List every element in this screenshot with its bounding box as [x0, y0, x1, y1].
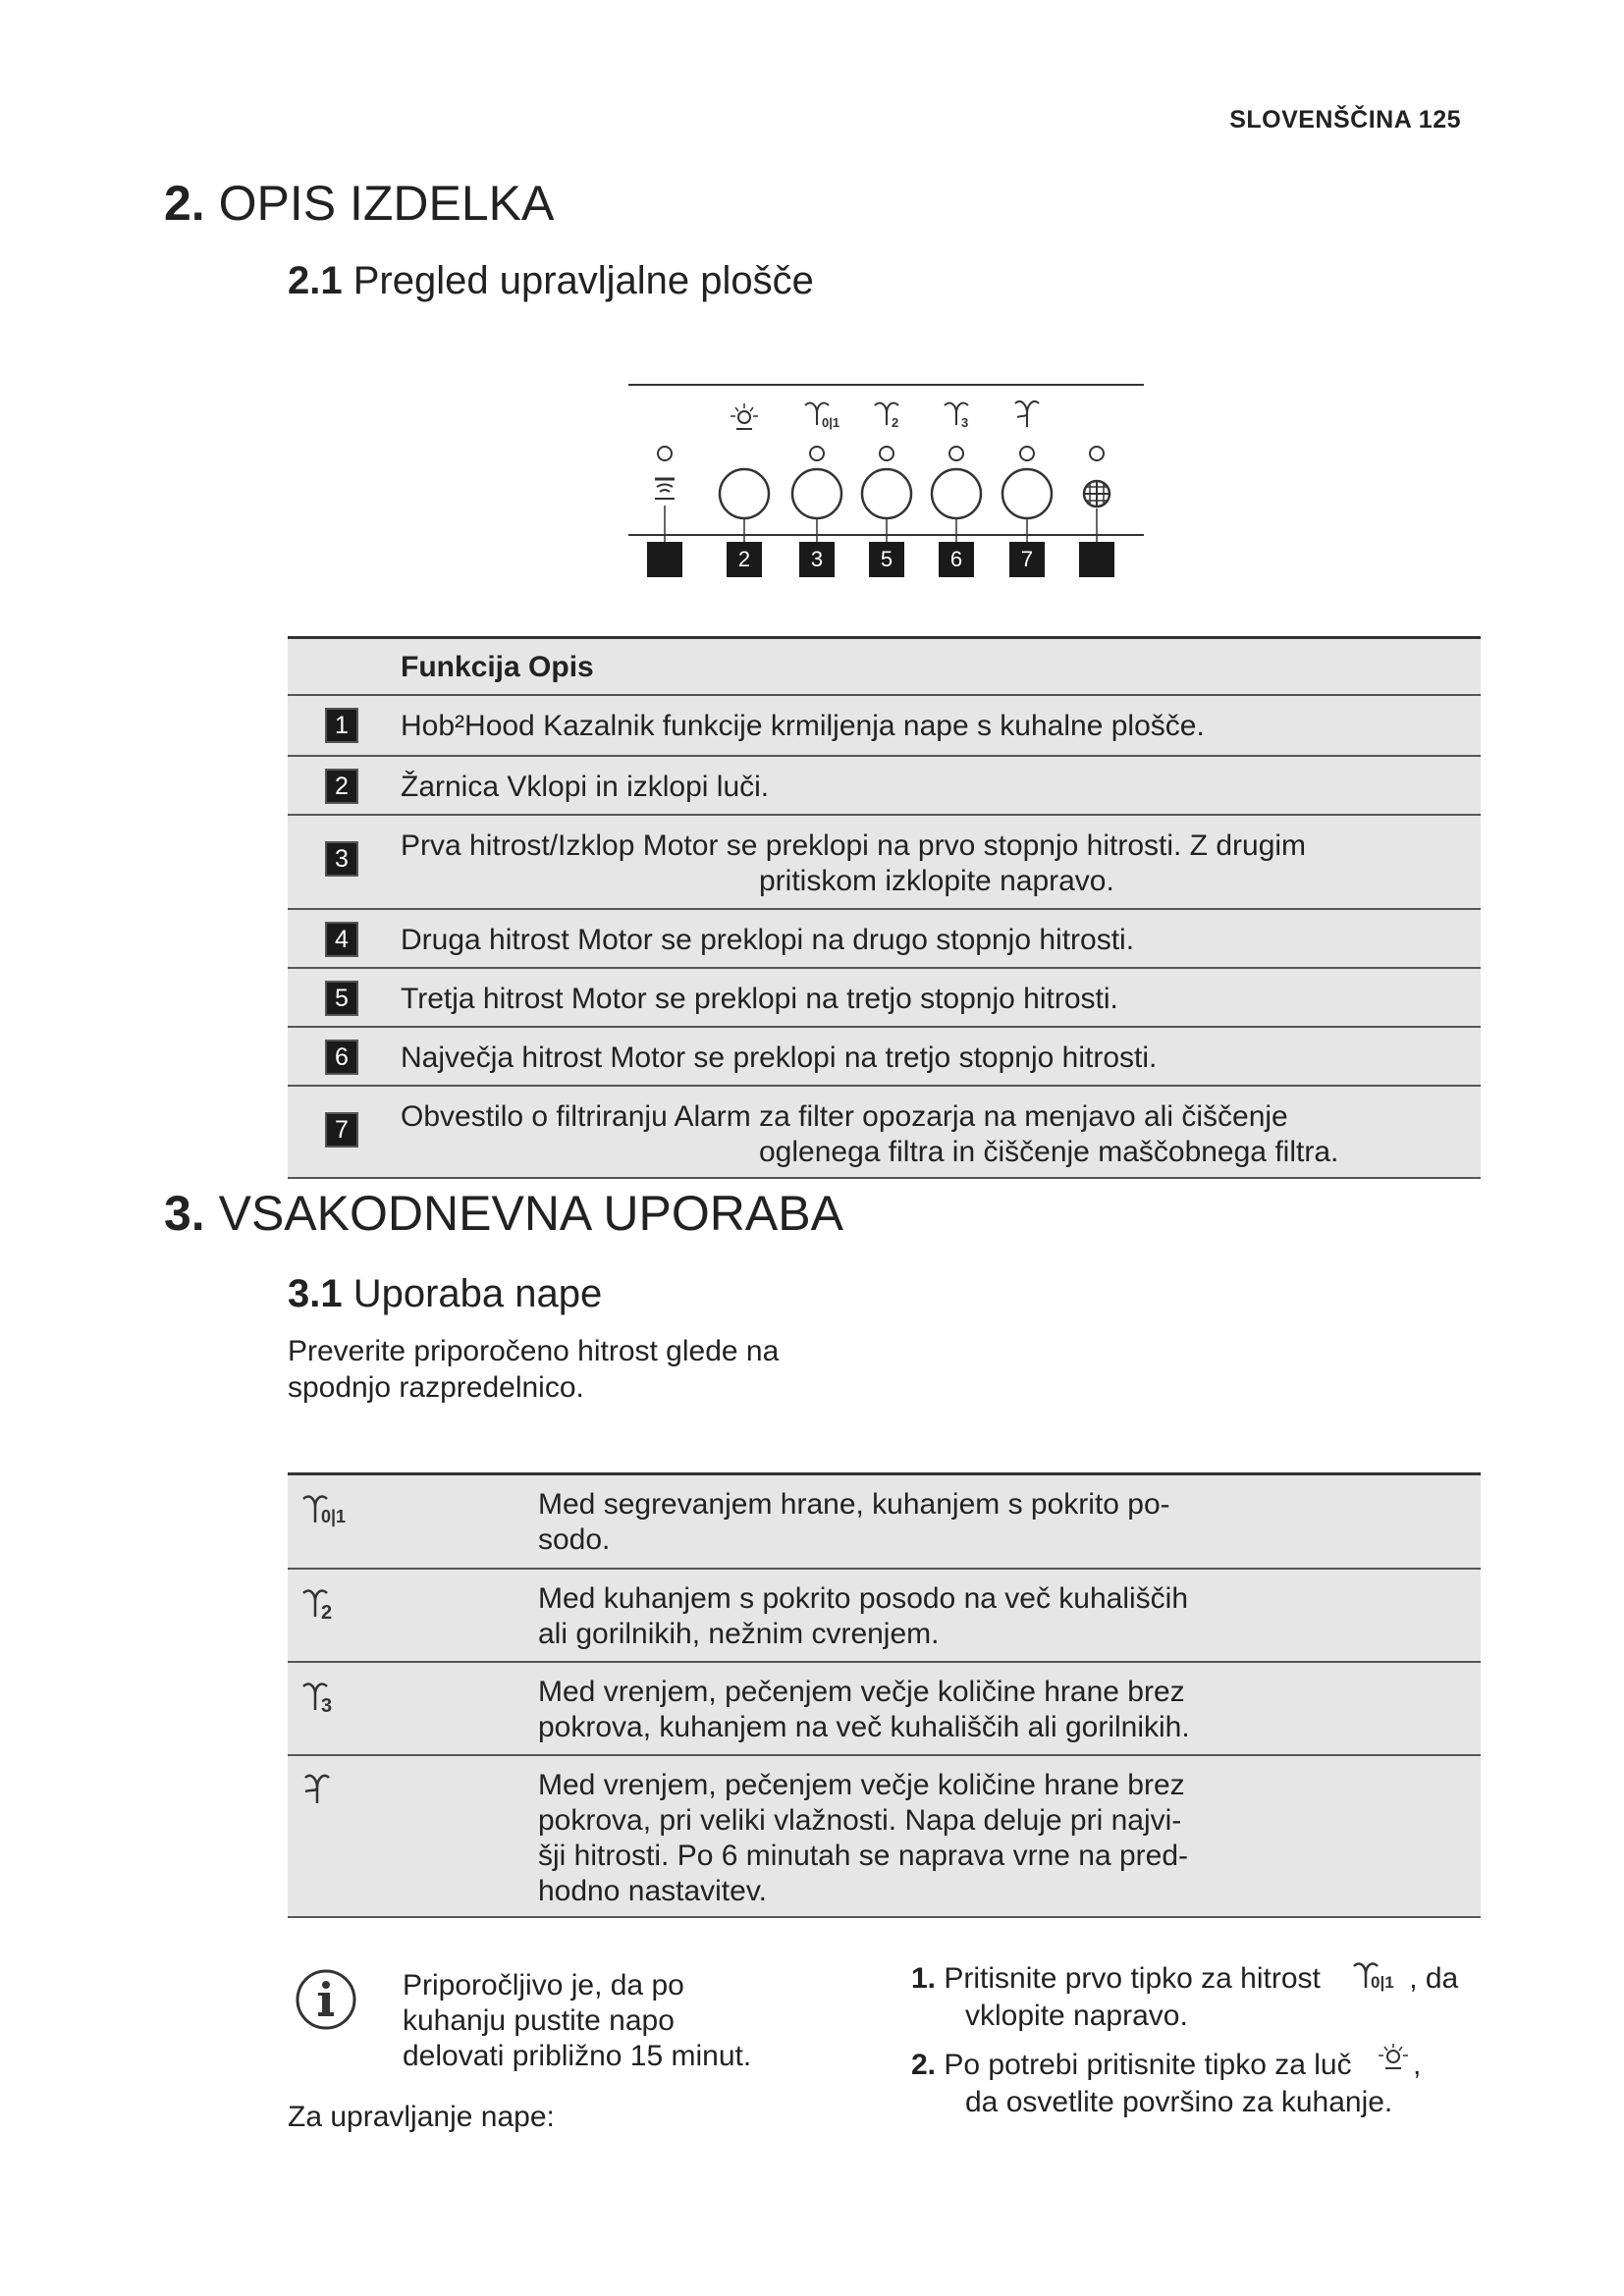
speed-description-line: Med vrenjem, pečenjem večje količine hrane brez — [538, 1769, 1185, 1801]
row-description: Hob²Hood Kazalnik funkcije krmiljenja nape s kuhalne plošče. — [401, 710, 1205, 742]
svg-text:2: 2 — [892, 415, 899, 430]
callout-number: 2 — [737, 547, 751, 571]
intro-line: Preverite priporočeno hitrost glede na — [288, 1335, 780, 1367]
control-panel-diagram — [619, 378, 1149, 584]
row-description: Prva hitrost/Izklop Motor se preklopi na prvo stopnjo hitrosti. Z drugim — [401, 829, 1307, 862]
speed-table-row — [288, 1663, 1481, 1756]
speed-description — [538, 1768, 1284, 1909]
info-note — [403, 1968, 751, 2074]
svg-text:0|1: 0|1 — [1371, 1973, 1394, 1992]
speed-description-line: hodno nastavitev. — [538, 1875, 767, 1907]
section-title: VSAKODNEVNA UPORABA — [218, 1186, 843, 1241]
fan-0-1-icon — [1350, 1958, 1409, 1992]
callout-number: 5 — [880, 547, 893, 571]
indicator-led — [1090, 447, 1104, 460]
indicator-led — [1020, 447, 1034, 460]
speed-description-line: šji hitrosti. Po 6 minutah se naprava vrne na pred- — [538, 1840, 1189, 1872]
step-1 — [911, 1958, 1458, 2035]
speed-description — [538, 1675, 1284, 1745]
speed-table-row — [288, 1756, 1481, 1918]
speed-description — [538, 1487, 1284, 1558]
note-line: delovati približno 15 minut. — [403, 2040, 752, 2072]
row-number-badge: 7 — [325, 1112, 358, 1148]
section-2-heading — [164, 175, 554, 232]
row-description: Tretja hitrost Motor se preklopi na tretjo stopnjo hitrosti. — [401, 983, 1118, 1015]
step-text-continuation: da osvetlite površino za kuhanje. — [965, 2086, 1393, 2118]
speed-table-row — [288, 1472, 1481, 1570]
speed-description-line: pokrova, pri veliki vlažnosti. Napa deluje pri najvi- — [538, 1804, 1182, 1837]
callout-number: 7 — [1020, 547, 1034, 571]
row-number-badge: 6 — [325, 1040, 358, 1075]
row-number-badge: 1 — [325, 708, 358, 743]
row-number-badge: 3 — [325, 841, 358, 877]
fan-2-icon — [875, 403, 898, 430]
fan-0-1-icon — [299, 1489, 368, 1532]
subsection-3-1-heading — [288, 1272, 602, 1316]
indicator-led — [810, 447, 824, 460]
speed-description-line: Med kuhanjem s pokrito posodo na več kuhališčih — [538, 1582, 1189, 1615]
indicator-led — [949, 447, 963, 460]
subsection-2-1-heading — [288, 259, 814, 303]
step-text-suffix: , da — [1409, 1962, 1459, 1995]
note-line: Priporočljivo je, da po — [403, 1969, 684, 2002]
indicator-led — [880, 447, 893, 460]
speed-max-button[interactable] — [1002, 469, 1052, 518]
row-number-badge: 5 — [325, 981, 358, 1016]
callout-number: 6 — [949, 547, 963, 571]
step-text-continuation: vklopite napravo. — [965, 2000, 1188, 2032]
page-header-language: SLOVENŠČINA 125 — [1229, 106, 1461, 133]
row-description: Druga hitrost Motor se preklopi na drugo stopnjo hitrosti. — [401, 924, 1135, 956]
light-icon — [1374, 2043, 1413, 2076]
speed-description-line: Med segrevanjem hrane, kuhanjem s pokrito po- — [538, 1488, 1170, 1521]
step-text-suffix: , — [1412, 2049, 1422, 2081]
callout-marker — [647, 542, 682, 577]
section-3-heading — [164, 1185, 843, 1242]
function-table-row — [288, 910, 1481, 969]
speed-2-button[interactable] — [862, 469, 911, 518]
function-table-row — [288, 757, 1481, 816]
speed-1-off-button[interactable] — [792, 469, 841, 518]
function-table-row — [288, 816, 1481, 910]
svg-text:0|1: 0|1 — [822, 415, 840, 430]
callout-marker — [1079, 542, 1114, 577]
function-table-row — [288, 1028, 1481, 1087]
step-text: Po potrebi pritisnite tipko za luč — [944, 2049, 1352, 2081]
info-icon — [295, 1968, 357, 2031]
fan-3-icon — [299, 1677, 368, 1720]
control-label: Za upravljanje nape: — [288, 2101, 555, 2133]
step-2 — [911, 2043, 1458, 2121]
step-number: 2. — [911, 2049, 937, 2081]
svg-text:0|1: 0|1 — [321, 1507, 347, 1526]
speed-description-line: pokrova, kuhanjem na več kuhališčih ali gorilnikih. — [538, 1711, 1190, 1743]
row-number-badge: 2 — [325, 769, 358, 804]
svg-text:2: 2 — [321, 1602, 333, 1624]
function-table — [288, 636, 1481, 1179]
step-text: Pritisnite prvo tipko za hitrost — [944, 1962, 1321, 1995]
speed-table — [288, 1472, 1481, 1918]
intro-paragraph — [288, 1333, 779, 1406]
subsection-title: Uporaba nape — [352, 1272, 603, 1315]
row-description: Največja hitrost Motor se preklopi na tretjo stopnjo hitrosti. — [401, 1041, 1158, 1074]
indicator-led — [658, 447, 672, 460]
speed-table-row — [288, 1570, 1481, 1663]
filter-icon — [1084, 481, 1110, 507]
light-icon — [731, 403, 758, 429]
row-description-continuation: pritiskom izklopite napravo. — [759, 865, 1114, 897]
section-number: 3. — [164, 1186, 205, 1241]
subsection-title: Pregled upravljalne plošče — [352, 259, 814, 302]
function-table-row — [288, 1087, 1481, 1179]
svg-text:3: 3 — [961, 415, 969, 430]
section-number: 2. — [164, 176, 205, 231]
note-line: kuhanju pustite napo — [403, 2004, 675, 2037]
fan-0-1-icon — [805, 403, 839, 430]
subsection-number: 2.1 — [288, 259, 343, 302]
header-text: Funkcija Opis — [401, 651, 594, 683]
row-description-continuation: oglenega filtra in čiščenje maščobnega filtra. — [759, 1136, 1339, 1168]
speed-description-line: Med vrenjem, pečenjem večje količine hrane brez — [538, 1676, 1185, 1708]
callout-number: 3 — [810, 547, 824, 571]
row-number-badge: 4 — [325, 922, 358, 957]
section-title: OPIS IZDELKA — [218, 176, 555, 231]
speed-3-button[interactable] — [932, 469, 981, 518]
function-table-row — [288, 969, 1481, 1028]
intro-line: spodnjo razpredelnico. — [288, 1371, 584, 1404]
speed-description-line: ali gorilnikih, nežnim cvrenjem. — [538, 1618, 940, 1650]
fan-2-icon — [299, 1583, 368, 1627]
row-description: Obvestilo o filtriranju Alarm za filter opozarja na menjavo ali čiščenje — [401, 1100, 1288, 1133]
subsection-number: 3.1 — [288, 1272, 343, 1315]
hob2hood-icon — [655, 479, 675, 499]
light-button[interactable] — [720, 469, 769, 518]
speed-description-line: sodo. — [538, 1523, 611, 1556]
fan-3-icon — [945, 403, 968, 430]
svg-text:3: 3 — [321, 1695, 333, 1717]
function-table-row — [288, 696, 1481, 757]
row-description: Žarnica Vklopi in izklopi luči. — [401, 771, 770, 803]
step-number: 1. — [911, 1962, 937, 1995]
function-table-header — [288, 636, 1481, 696]
steps-list — [911, 1958, 1458, 2129]
fan-max-icon — [1015, 401, 1039, 427]
fan-max-icon — [299, 1770, 368, 1813]
speed-description — [538, 1581, 1284, 1652]
